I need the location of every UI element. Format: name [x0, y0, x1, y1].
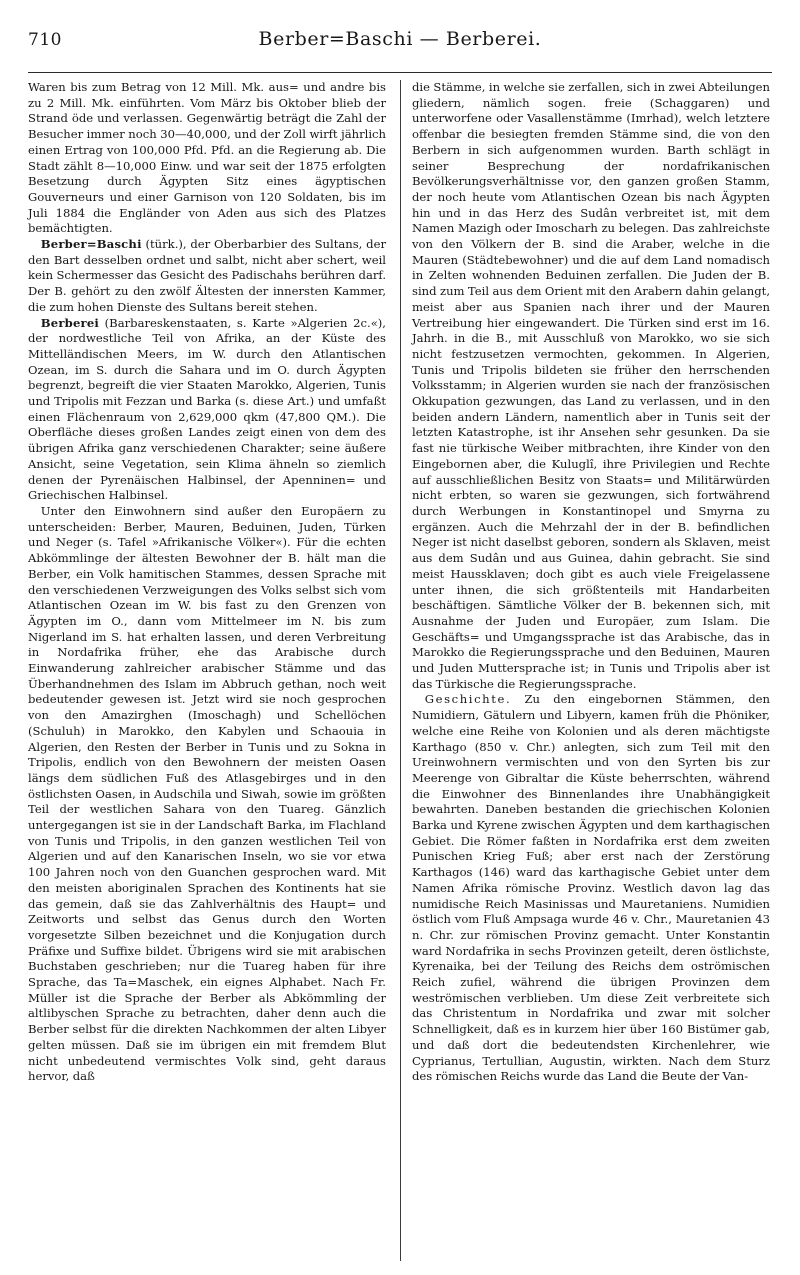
paragraph-text: die Stämme, in welche sie zerfallen, sich in zwei Abteilungen gliedern, nämlich sogen. freie (Schaggaren) und unterworfene oder Vasallenstämme (Imrhad), welch letztere offenbar die besiegten fremden Stämme sind, die von den Berbern in sich aufgenommen wurden. Barth schlägt in seiner Besprechung der nordafrikanischen Bevölkerungsverhältnisse vor, den ganzen großen Stamm, der noch heute vom Atlantischen Ozean bis nach Ägypten hin und in das Herz des Sudân verbreitet ist, mit dem Namen Mazigh oder Imoscharh zu belegen. Das zahlreichste von den Völkern der B. sind die Araber, welche in die Mauren (Städtebewohner) und die auf dem Land nomadisch in Zelten wohnenden Beduinen zerfallen. Die Juden der B. sind zum Teil aus dem Orient mit den Arabern dahin gelangt, meist aber aus Spanien nach ihrer und der Mauren Vertreibung hier eingewandert. Die Türken sind erst im 16. Jahrh. in die B., mit Ausschluß von Marokko, wo sie sich nicht festzusetzen vermochten, gekommen. In Algerien, Tunis und Tripolis bildeten sie früher den herrschenden Volksstamm; in Algerien wurden sie nach der französischen Okkupation gezwungen, das Land zu verlassen, und in den beiden andern Ländern, namentlich aber in Tunis seit der letzten Katastrophe, ist ihr Ansehen sehr gesunken. Da sie fast nie türkische Weiber mitbrachten, ihre Kinder von den Eingebornen aber, die Kuluglî, ihre Privilegien und Rechte auf ausschließlichen Besitz von Staats= und Militärwürden nicht erbten, so waren sie gezwungen, sich fortwährend durch Werbungen in Konstantinopel und Smyrna zu ergänzen. Auch die Mehrzahl der in der B. befindlichen Neger ist nicht daselbst geboren, sondern als Sklaven, meist aus dem Sudân und aus Guinea, dahin gebracht. Sie sind meist Haussklaven; doch gibt es auch viele Freigelassene unter ihnen, die sich größtenteils mit Handarbeiten beschäftigen. Sämtliche Völker der B. bekennen sich, mit Ausnahme der Juden und Europäer, zum Islam. Die Geschäfts= und Umgangssprache ist das Arabische, das in Marokko die Regierungssprache und den Beduinen, Mauren und Juden Muttersprache ist; in Tunis und Tripolis aber ist das Türkische die Regierungssprache.: [412, 80, 770, 691]
header-rule: [28, 72, 772, 73]
paragraph: [412, 692, 770, 1085]
running-head: Berber=Baschi — Berberei.: [258, 28, 542, 50]
paragraph: [28, 237, 386, 316]
paragraph-text: (Barbareskenstaaten, s. Karte »Algerien 2c.«), der nordwestliche Teil von Afrika, an der Küste des Mittelländischen Meers, im W. durch den Atlantischen Ozean, im S. durch die Sahara und im O. durch Ägypten begrenzt, begreift die vier Staaten Marokko, Algerien, Tunis und Tripolis mit Fezzan und Barka (s. diese Art.) und umfaßt einen Flächenraum von 2,629,000 qkm (47,800 QM.). Die Oberfläche dieses großen Landes zeigt einen von dem des übrigen Afrika ganz verschiedenen Charakter; seine äußere Ansicht, seine Vegetation, sein Klima ähneln so ziemlich denen der Pyrenäischen Halbinsel, der Apenninen= und Griechischen Halbinsel.: [28, 315, 386, 503]
headword: Berber=Baschi: [40, 237, 142, 252]
paragraph: [412, 80, 770, 692]
column-right: [399, 80, 770, 1261]
headword: Berberei: [40, 315, 100, 330]
section-heading: Geschichte.: [424, 692, 512, 707]
page-number: 710: [28, 30, 62, 50]
paragraph-text: Zu den eingebornen Stämmen, den Numidiern, Gätulern und Libyern, kamen früh die Phöniker, welche eine Reihe von Kolonien und als deren mächtigste Karthago (850 v. Chr.) anlegten, sich zum Teil mit den Ureinwohnern vermischten und von den Syrten bis zur Meerenge von Gibraltar die Küste beherrschten, während die Einwohner des Binnenlandes ihre Unabhängigkeit bewahrten. Daneben bestanden die griechischen Kolonien Barka und Kyrene zwischen Ägypten und dem karthagischen Gebiet. Die Römer faßten in Nordafrika erst dem zweiten Punischen Krieg Fuß; aber erst nach der Zerstörung Karthagos (146) ward das karthagische Gebiet unter dem Namen Afrika römische Provinz. Westlich davon lag das numidische Reich Masinissas und Mauretaniens. Numidien östlich vom Fluß Ampsaga wurde 46 v. Chr., Mauretanien 43 n. Chr. zur römischen Provinz gemacht. Unter Konstantin ward Nordafrika in sechs Provinzen geteilt, deren östlichste, Kyrenaika, bei der Teilung des Reichs dem oströmischen Reich zufiel, während die übrigen Provinzen dem weströmischen verblieben. Um diese Zeit verbreitete sich das Christentum in Nordafrika und zwar mit solcher Schnelligkeit, daß es in kurzem hier über 160 Bistümer gab, und daß dort die bedeutendsten Kirchenlehrer, wie Cyprianus, Tertullian, Augustin, wirkten. Nach dem Sturz des römischen Reichs wurde das Land die Beute der Van-: [412, 692, 770, 1084]
paragraph-text: Waren bis zum Betrag von 12 Mill. Mk. aus= und andre bis zu 2 Mill. Mk. einführten. Vom März bis Oktober blieb der Strand öde und verlassen. Gegenwärtig beträgt die Zahl der Besucher immer noch 30—40,000, und der Zoll wirft jährlich einen Ertrag von 100,000 Pfd. Pfd. an die Regierung ab. Die Stadt zählt 8—10,000 Einw. und war seit der 1875 erfolgten Besetzung durch Ägypten Sitz eines ägyptischen Gouverneurs und einer Garnison von 120 Soldaten, bis im Juli 1884 die Engländer von Aden aus sich des Platzes bemächtigten.: [28, 80, 386, 236]
paragraph-text: Unter den Einwohnern sind außer den Europäern zu unterscheiden: Berber, Mauren, Beduinen, Juden, Türken und Neger (s. Tafel »Afrikanische Völker«). Für die echten Abkömmlinge der ältesten Bewohner der B. hält man die Berber, ein Volk hamitischen Stammes, dessen Sprache mit den verschiedenen Verzweigungen des Volks selbst sich vom Atlantischen Ozean im W. bis fast zu den Grenzen von Ägypten im O., dann vom Mittelmeer im N. bis zum Nigerland im S. hat erhalten lassen, und deren Verbreitung in Nordafrika früher, ehe das Arabische durch Einwanderung zahlreicher arabischer Stämme und das Überhandnehmen des Islam im Abbruch gethan, noch weit bedeutender gewesen ist. Jetzt wird sie noch gesprochen von den Amazirghen (Imoschagh) und Schellöchen (Schuluh) in Marokko, den Kabylen und Schaouia in Algerien, den Resten der Berber in Tunis und zu Sokna in Tripolis, endlich von den Bewohnern der meisten Oasen längs dem südlichen Fuß des Atlasgebirges und in den östlichsten Oasen, in Audschila und Siwah, sowie im größten Teil der westlichen Sahara von den Tuareg. Gänzlich untergegangen ist sie in der Landschaft Barka, im Flachland von Tunis und Tripolis, in den ganzen westlichen Teil von Algerien und auf den Kanarischen Inseln, wo sie vor etwa 100 Jahren noch von den Guanchen gesprochen ward. Mit den meisten aboriginalen Sprachen des Kontinents hat sie das gemein, daß sie das Zahlverhältnis des Haupt= und Zeitworts und selbst das Genus durch den Worten vorgesetzte Silben bezeichnet und die Konjugation durch Präfixe und Suffixe bildet. Übrigens wird sie mit arabischen Buchstaben geschrieben; nur die Tuareg haben für ihre Sprache, das Ta=Maschek, ein eignes Alphabet. Nach Fr. Müller ist die Sprache der Berber als Abkömmling der altlibyschen Sprache zu betrachten, daher denn auch die Berber selbst für die direkten Nachkommen der alten Libyer gelten müssen. Daß sie im übrigen ein mit fremdem Blut nicht unbedeutend vermischtes Volk sind, geht daraus hervor, daß: [28, 503, 386, 1084]
page-header: [28, 30, 772, 62]
paragraph: [28, 80, 386, 237]
paragraph-text: (türk.), der Oberbarbier des Sultans, der den Bart desselben ordnet und salbt, nicht aber schert, weil kein Schermesser das Gesicht des Padischahs berühren darf. Der B. gehört zu den zwölf Ältesten der innersten Kammer, die zum hohen Dienste des Sultans bereit stehen.: [28, 237, 386, 314]
paragraph: [28, 504, 386, 1085]
text-columns: [28, 80, 772, 1261]
column-left: [28, 80, 399, 1261]
paragraph: [28, 316, 386, 504]
